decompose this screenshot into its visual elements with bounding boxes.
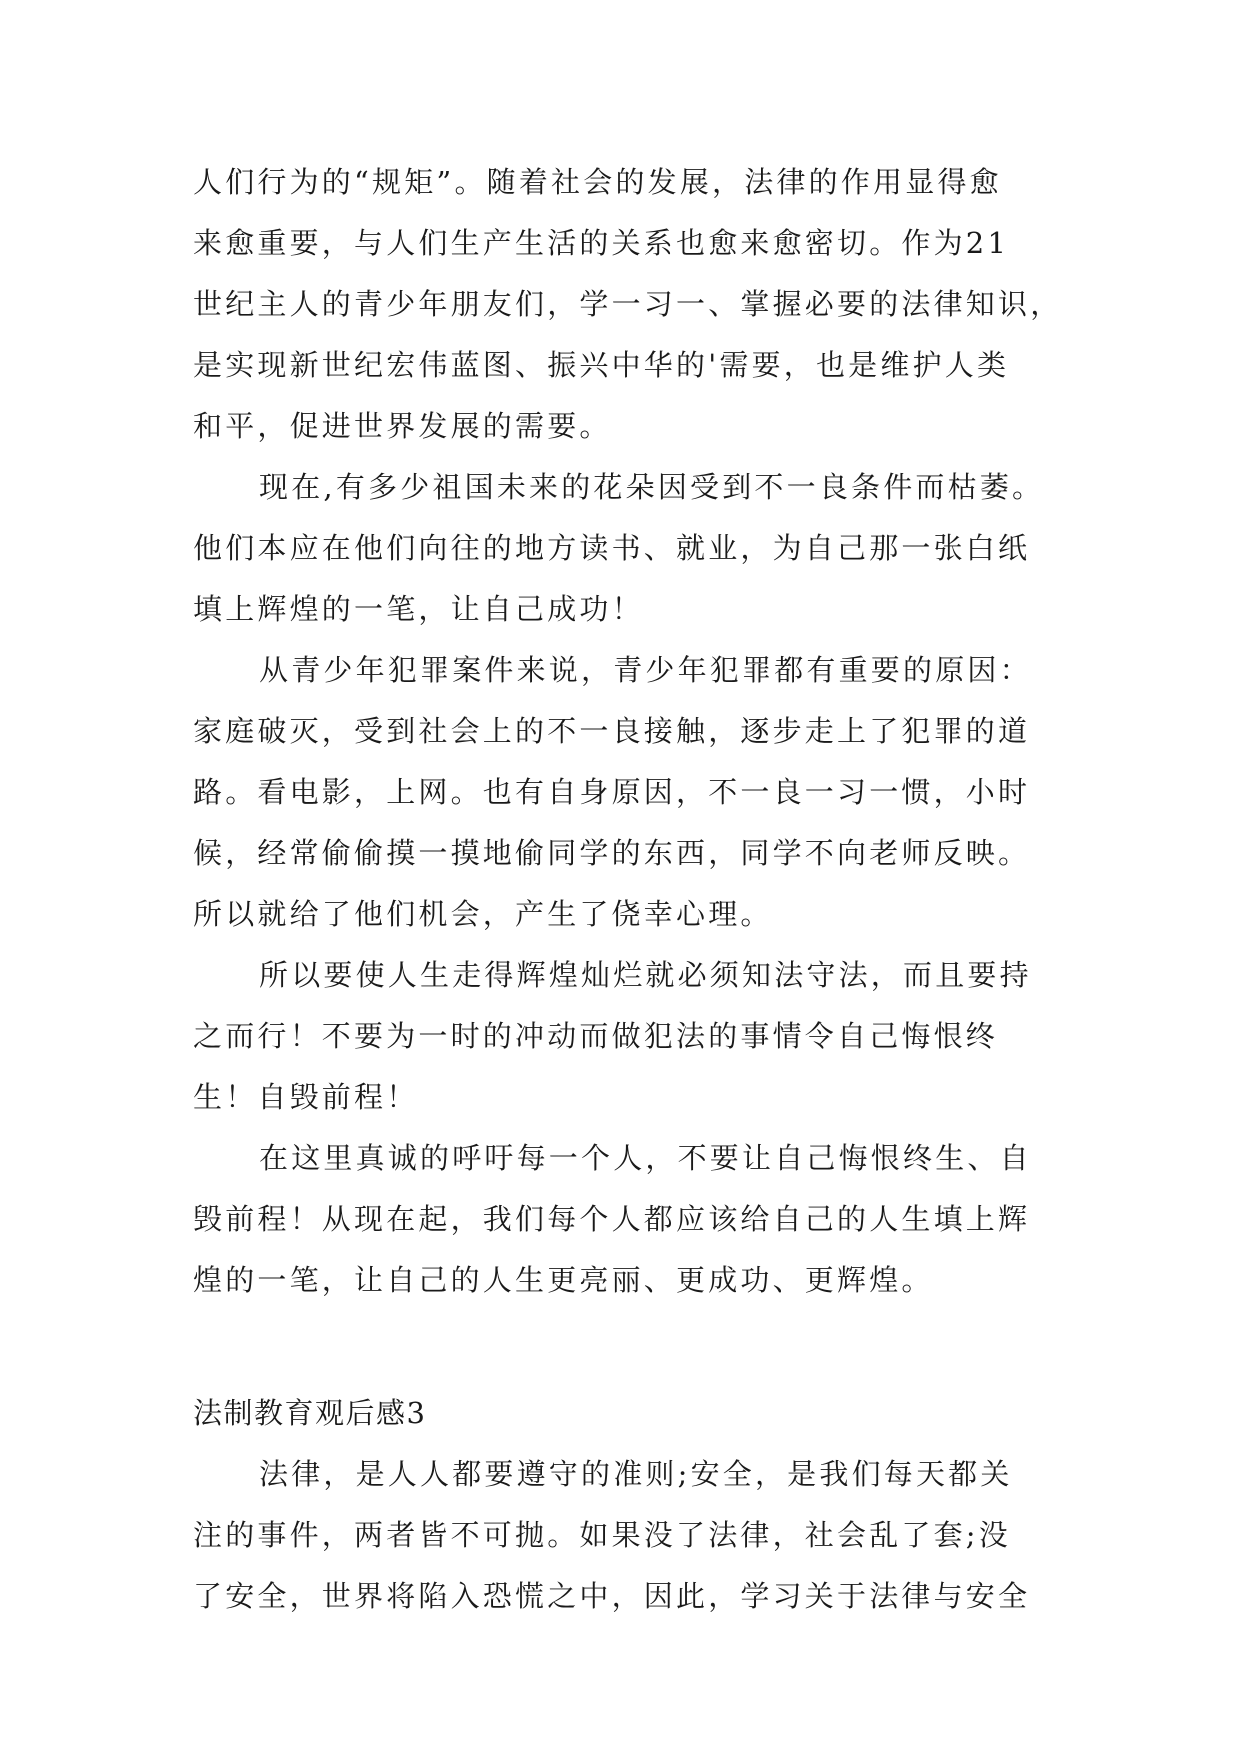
text-line: 候，经常偷偷摸一摸地偷同学的东西，同学不向老师反映。 <box>193 836 1031 870</box>
text-line: 来愈重要，与人们生产生活的关系也愈来愈密切。作为21 <box>193 226 1010 260</box>
text-line: 填上辉煌的一笔，让自己成功！ <box>193 592 644 626</box>
text-line: 和平，促进世界发展的需要。 <box>193 409 612 443</box>
text-line: 路。看电影，上网。也有自身原因，不一良一习一惯，小时 <box>193 775 1031 809</box>
section-heading <box>193 1383 1063 1444</box>
text-line: 注的事件，两者皆不可抛。如果没了法律，社会乱了套;没 <box>193 1518 1011 1552</box>
text-line: 从青少年犯罪案件来说，青少年犯罪都有重要的原因： <box>259 653 1032 687</box>
paragraph-law-and-safety <box>193 1444 1063 1627</box>
paragraph-appeal <box>193 1128 1063 1311</box>
paragraph-rule-of-law <box>193 152 1063 457</box>
text-line: 了安全，世界将陷入恐慌之中，因此，学习关于法律与安全 <box>193 1579 1031 1613</box>
text-line: 生！自毁前程！ <box>193 1080 419 1114</box>
text-line: 人们行为的“规矩”。随着社会的发展，法律的作用显得愈 <box>193 165 1002 199</box>
text-line: 之而行！不要为一时的冲动而做犯法的事情令自己悔恨终 <box>193 1019 999 1053</box>
section-title: 法制教育观后感3 <box>193 1396 427 1430</box>
text-line: 他们本应在他们向往的地方读书、就业，为自己那一张白纸 <box>193 531 1031 565</box>
paragraph-obey-law <box>193 945 1063 1128</box>
text-line: 在这里真诚的呼吁每一个人，不要让自己悔恨终生、自 <box>259 1141 1032 1175</box>
text-line: 家庭破灭，受到社会上的不一良接触，逐步走上了犯罪的道 <box>193 714 1031 748</box>
document-page <box>193 152 1063 1627</box>
text-line: 所以就给了他们机会，产生了侥幸心理。 <box>193 897 773 931</box>
text-line: 世纪主人的青少年朋友们，学一习一、掌握必要的法律知识， <box>193 287 1063 321</box>
text-line: 现在,有多少祖国未来的花朵因受到不一良条件而枯萎。 <box>259 470 1045 504</box>
text-line: 是实现新世纪宏伟蓝图、振兴中华的'需要，也是维护人类 <box>193 348 1010 382</box>
text-line: 所以要使人生走得辉煌灿烂就必须知法守法，而且要持 <box>259 958 1032 992</box>
paragraph-withering-flowers <box>193 457 1063 640</box>
text-line: 毁前程！从现在起，我们每个人都应该给自己的人生填上辉 <box>193 1202 1031 1236</box>
text-line: 煌的一笔，让自己的人生更亮丽、更成功、更辉煌。 <box>193 1263 934 1297</box>
text-line: 法律，是人人都要遵守的准则;安全，是我们每天都关 <box>259 1457 1013 1491</box>
paragraph-juvenile-crime <box>193 640 1063 945</box>
